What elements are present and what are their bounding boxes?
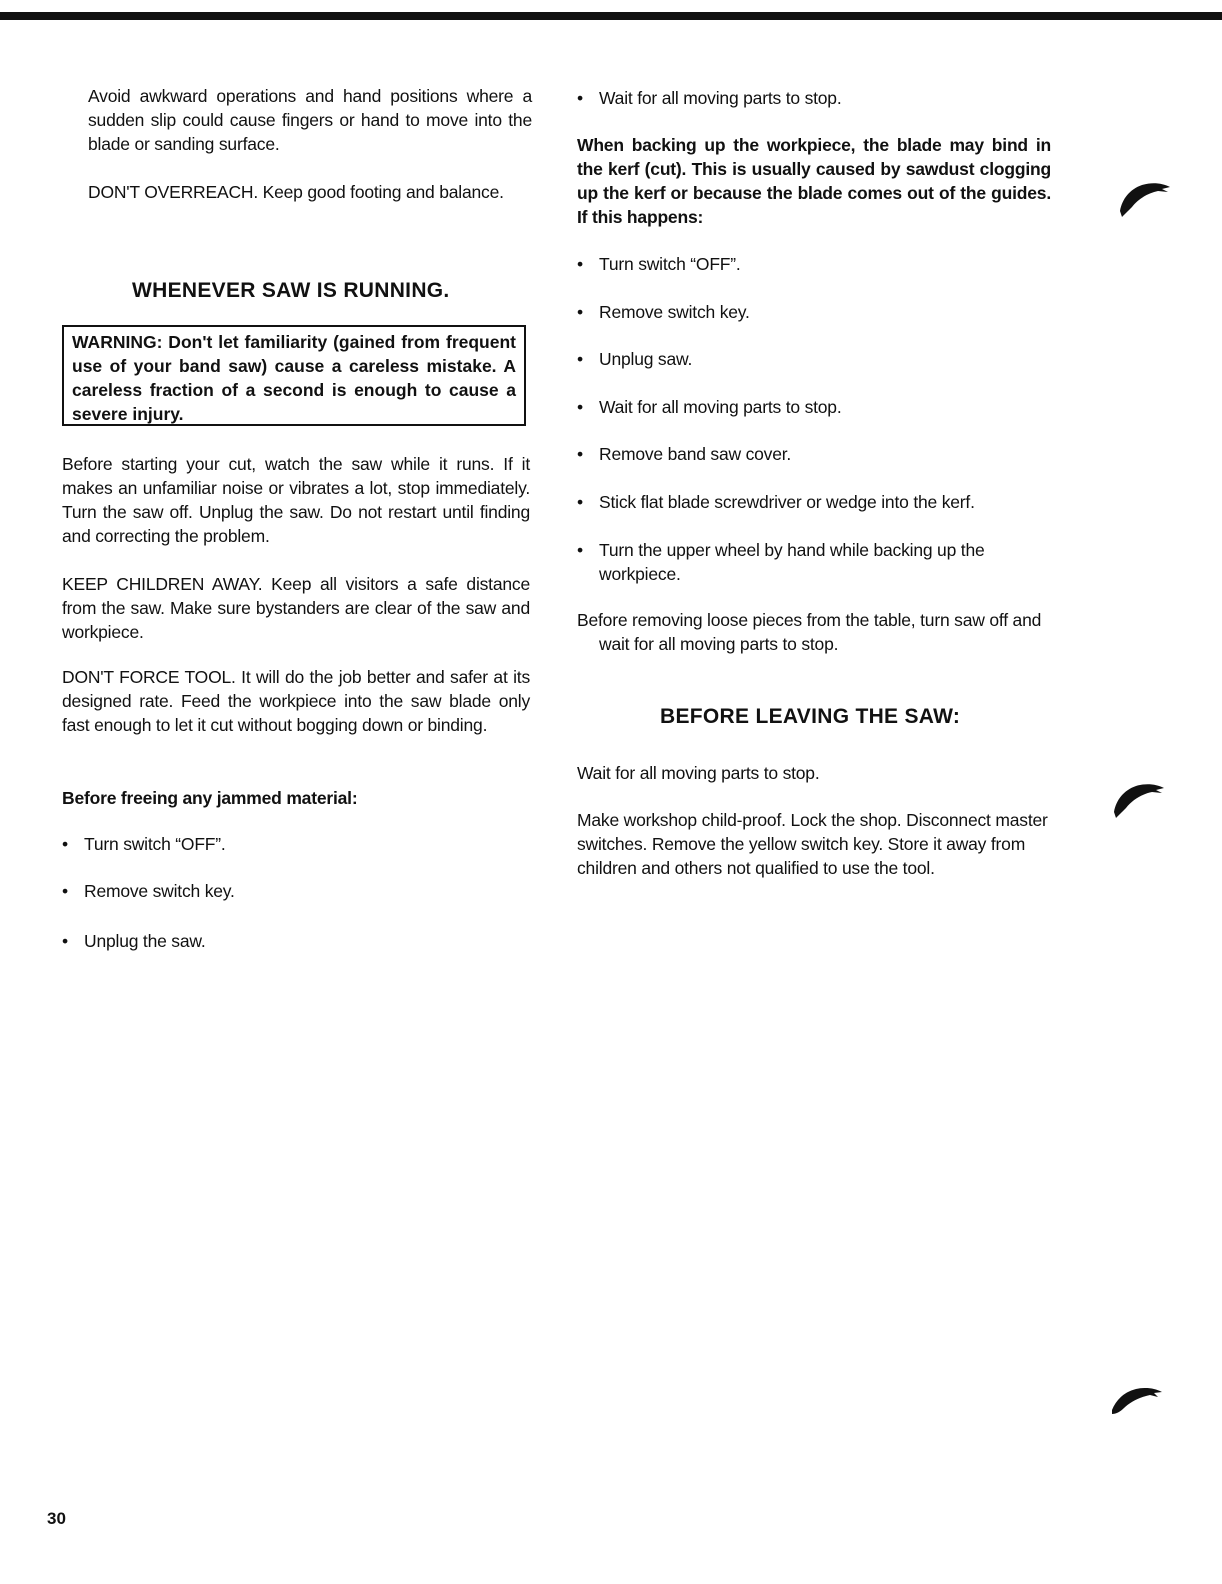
right-bullet-item	[577, 442, 1069, 466]
para-awkward-operations: Avoid awkward operations and hand positions where a sudden slip could cause fingers or hand to move into the blade or sanding surface.	[88, 86, 532, 154]
thumb-tab-mark	[1112, 778, 1166, 818]
heading-before-leaving-saw: BEFORE LEAVING THE SAW:	[660, 705, 961, 728]
bullet-text: Wait for all moving parts to stop.	[599, 88, 842, 108]
thumb-tab-mark	[1118, 177, 1172, 217]
para-dont-force-tool: DON'T FORCE TOOL. It will do the job better and safer at its designed rate. Feed the workpiece into the saw blade only fast enough to let it cut without bogging down or binding.	[62, 667, 530, 735]
page-number: 30	[47, 1509, 66, 1528]
bullet-dot: •	[577, 492, 583, 512]
right-bullet-item	[577, 300, 1069, 324]
right-bullet-wait-top	[577, 86, 1069, 110]
left-bullet-item	[62, 929, 524, 953]
para-before-starting-cut: Before starting your cut, watch the saw while it runs. If it makes an unfamiliar noise or vibrates a lot, stop immediately. Turn the saw off. Unplug the saw. Do not restart until finding and correcting the problem.	[62, 454, 530, 546]
para-make-workshop-child-proof: Make workshop child-proof. Lock the shop. Disconnect master switches. Remove the yellow switch key. Store it away from children and others not qualified to use the tool.	[577, 810, 1048, 878]
left-bullet-item	[62, 832, 524, 856]
bullet-dot: •	[62, 834, 68, 854]
top-rule	[0, 12, 1222, 20]
bullet-dot: •	[62, 931, 68, 951]
right-bullet-item	[577, 538, 1059, 586]
bullet-text: Turn switch “OFF”.	[84, 834, 226, 854]
bullet-dot: •	[62, 881, 68, 901]
para-dont-overreach: DON'T OVERREACH. Keep good footing and balance.	[88, 182, 504, 202]
para-wait-moving-parts: Wait for all moving parts to stop.	[577, 763, 820, 783]
bullet-text: Turn switch “OFF”.	[599, 254, 741, 274]
bullet-dot: •	[577, 302, 583, 322]
thumb-tab-mark	[1110, 1380, 1164, 1420]
bullet-dot: •	[577, 397, 583, 417]
bullet-text: Turn the upper wheel by hand while backing up the workpiece.	[599, 540, 985, 584]
left-bullet-item	[62, 879, 524, 903]
warning-text: WARNING: Don't let familiarity (gained from frequent use of your band saw) cause a careless mistake. A careless fraction of a second is enough to cause a severe injury.	[72, 332, 516, 424]
right-bullet-item	[577, 252, 1069, 276]
right-bullet-item	[577, 395, 1069, 419]
subheading-freeing-jammed-material: Before freeing any jammed material:	[62, 788, 358, 808]
para-keep-children-away: KEEP CHILDREN AWAY. Keep all visitors a safe distance from the saw. Make sure bystanders are clear of the saw and workpiece.	[62, 574, 530, 642]
warning-box	[62, 325, 526, 426]
bullet-text: Remove band saw cover.	[599, 444, 792, 464]
bullet-dot: •	[577, 540, 583, 560]
bullet-text: Remove switch key.	[599, 302, 750, 322]
bullet-dot: •	[577, 254, 583, 274]
bullet-text: Unplug the saw.	[84, 931, 206, 951]
bullet-text: Wait for all moving parts to stop.	[599, 397, 842, 417]
para-backing-up-workpiece: When backing up the workpiece, the blade may bind in the kerf (cut). This is usually caused by sawdust clogging up the kerf or because the blade comes out of the guides. If this happens:	[577, 135, 1051, 227]
bullet-text: Remove switch key.	[84, 881, 235, 901]
heading-whenever-saw-running: WHENEVER SAW IS RUNNING.	[132, 279, 450, 302]
para-before-removing-loose-pieces: Before removing loose pieces from the table, turn saw off and wait for all moving parts to stop.	[577, 610, 1042, 654]
right-bullet-item	[577, 347, 1069, 371]
bullet-dot: •	[577, 88, 583, 108]
right-bullet-item	[577, 490, 1069, 514]
bullet-text: Stick flat blade screwdriver or wedge into the kerf.	[599, 492, 975, 512]
bullet-dot: •	[577, 444, 583, 464]
bullet-text: Unplug saw.	[599, 349, 693, 369]
bullet-dot: •	[577, 349, 583, 369]
